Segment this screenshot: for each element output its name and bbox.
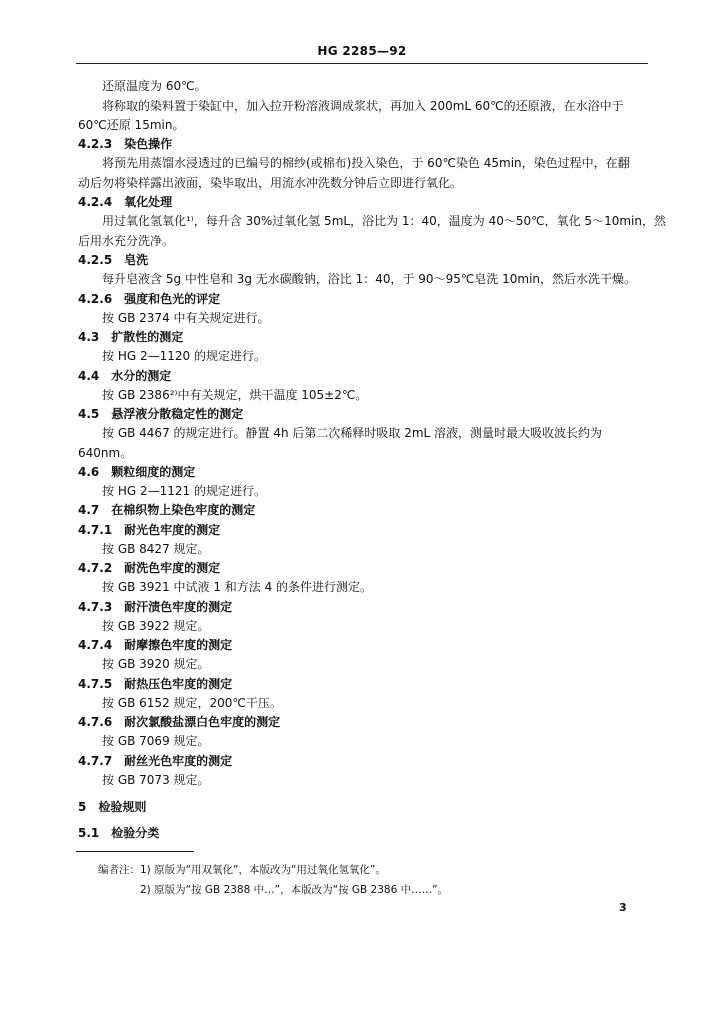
- section-heading-5-1: 5.1 检验分类: [78, 826, 160, 840]
- section-heading-4-2-3: 4.2.3 染色操作: [78, 137, 173, 151]
- section-heading-4-2-6: 4.2.6 强度和色光的评定: [78, 292, 221, 306]
- body-line: 按 GB 7073 规定。: [102, 773, 210, 787]
- section-heading-4-5: 4.5 悬浮液分散稳定性的测定: [78, 407, 244, 421]
- body-line: 将预先用蒸馏水浸透过的已编号的棉纱(或棉布)投入染色，于 60℃染色 45min，染色过程中，在翻: [102, 156, 630, 170]
- section-heading-4-3: 4.3 扩散性的测定: [78, 330, 184, 344]
- section-heading-4-7-2: 4.7.2 耐洗色牢度的测定: [78, 561, 221, 575]
- section-heading-4-7-4: 4.7.4 耐摩擦色牢度的测定: [78, 638, 233, 652]
- body-line: 按 GB 4467 的规定进行。静置 4h 后第二次稀释时吸取 2mL 溶液，测量时最大吸收波长约为: [102, 426, 603, 440]
- body-line: 按 HG 2—1121 的规定进行。: [102, 484, 266, 498]
- section-heading-4-7-5: 4.7.5 耐热压色牢度的测定: [78, 677, 233, 691]
- section-heading-4-7: 4.7 在棉织物上染色牢度的测定: [78, 503, 256, 517]
- section-heading-4-7-3: 4.7.3 耐汗渍色牢度的测定: [78, 600, 233, 614]
- body-line: 按 GB 7069 规定。: [102, 734, 210, 748]
- page-number: 3: [619, 901, 627, 914]
- body-line: 动后勿将染样露出液面，染毕取出，用流水冲洗数分钟后立即进行氧化。: [78, 176, 463, 190]
- body-line: 用过氧化氢氧化¹⁾，每升含 30%过氧化氢 5mL，浴比为 1：40，温度为 40～50℃，氧化 5～10min，然: [102, 214, 666, 228]
- footnote-rule: [76, 851, 194, 852]
- body-line: 60℃还原 15min。: [78, 118, 185, 132]
- section-heading-4-4: 4.4 水分的测定: [78, 369, 172, 383]
- body-line: 按 GB 3921 中试液 1 和方法 4 的条件进行测定。: [102, 580, 373, 594]
- body-line: 按 HG 2—1120 的规定进行。: [102, 349, 266, 363]
- body-line: 按 GB 8427 规定。: [102, 542, 210, 556]
- body-line: 后用水充分洗净。: [78, 234, 175, 248]
- section-heading-4-6: 4.6 颗粒细度的测定: [78, 465, 196, 479]
- footnote-1: 编者注：1) 原版为“用双氧化”，本版改为“用过氧化氢氧化”。: [98, 864, 386, 876]
- section-heading-4-7-7: 4.7.7 耐丝光色牢度的测定: [78, 754, 233, 768]
- document-header-code: HG 2285—92: [317, 44, 407, 58]
- body-line: 还原温度为 60℃。: [102, 79, 207, 93]
- body-line: 按 GB 2374 中有关规定进行。: [102, 311, 270, 325]
- section-heading-4-2-5: 4.2.5 皂洗: [78, 253, 149, 267]
- body-line: 按 GB 2386²⁾中有关规定，烘干温度 105±2℃。: [102, 388, 368, 402]
- body-line: 640nm。: [78, 446, 133, 460]
- section-heading-5: 5 检验规则: [78, 800, 147, 814]
- body-line: 每升皂液含 5g 中性皂和 3g 无水碳酸钠，浴比 1：40，于 90～95℃皂洗 10min，然后水洗干燥。: [102, 272, 637, 286]
- body-line: 按 GB 3920 规定。: [102, 657, 210, 671]
- body-line: 将称取的染料置于染缸中，加入拉开粉溶液调成浆状，再加入 200mL 60℃的还原液，在水浴中于: [102, 99, 624, 113]
- section-heading-4-2-4: 4.2.4 氧化处理: [78, 195, 173, 209]
- body-line: 按 GB 3922 规定。: [102, 619, 210, 633]
- body-line: 按 GB 6152 规定，200℃干压。: [102, 696, 282, 710]
- section-heading-4-7-1: 4.7.1 耐光色牢度的测定: [78, 523, 221, 537]
- footnote-2: 2) 原版为“按 GB 2388 中…”，本版改为“按 GB 2386 中……”。: [140, 884, 449, 896]
- section-heading-4-7-6: 4.7.6 耐次氯酸盐漂白色牢度的测定: [78, 715, 281, 729]
